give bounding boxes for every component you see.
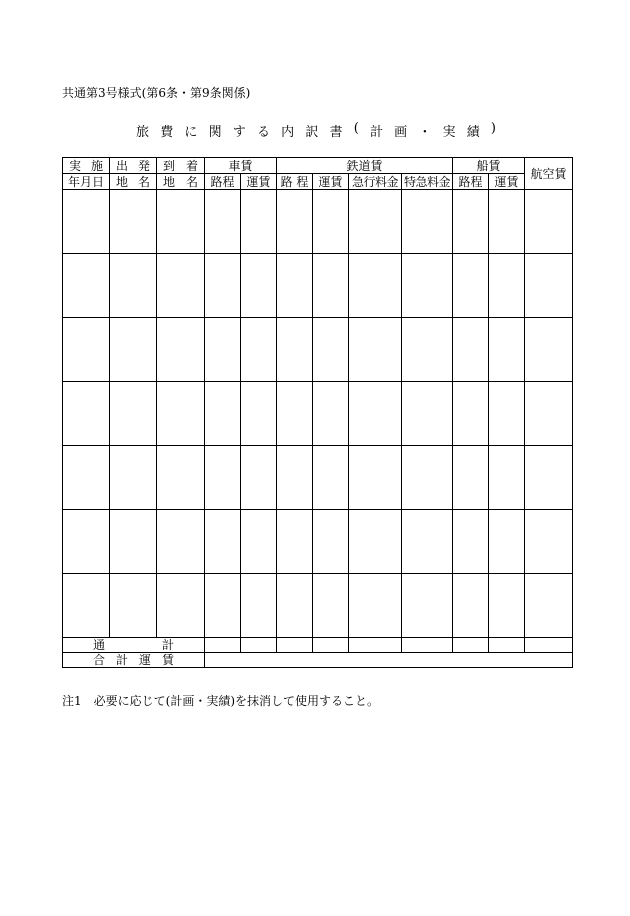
total-fare-label: 合 計 運 賃 <box>63 653 205 668</box>
title-char: ・ <box>418 125 432 140</box>
title-char: す <box>232 125 246 140</box>
title-char: 計 <box>369 125 383 140</box>
header-car-fare: 車賃 <box>205 158 277 174</box>
table-row <box>63 510 573 574</box>
header-row-2 <box>63 174 573 190</box>
table-row <box>63 382 573 446</box>
total-fare-value[interactable] <box>205 653 573 668</box>
table-row <box>63 574 573 638</box>
header-ship-fare: 船賃 <box>453 158 525 174</box>
header-air-fare: 航空賃 <box>525 158 573 190</box>
title-char: 績 <box>466 125 480 140</box>
table-row <box>63 446 573 510</box>
title-char: 関 <box>208 125 222 140</box>
title-char: 画 <box>394 125 408 140</box>
header-ship-fare-amount: 運賃 <box>489 174 525 190</box>
header-departure-line2: 地 名 <box>110 174 157 190</box>
title-char: 費 <box>160 125 174 140</box>
header-express-fee: 急行料金 <box>349 174 402 190</box>
header-arrival-line2: 地 名 <box>157 174 205 190</box>
header-row-1 <box>63 158 573 174</box>
total-fare-row <box>63 653 573 668</box>
title-char: ) <box>490 121 496 136</box>
header-departure: 出 発 <box>110 158 157 174</box>
header-car-fare-amount: 運賃 <box>241 174 277 190</box>
table-row <box>63 254 573 318</box>
title-char: 訳 <box>305 125 319 140</box>
document-title <box>136 121 496 140</box>
subtotal-row <box>63 638 573 653</box>
header-rail-fare: 鉄道賃 <box>277 158 453 174</box>
title-char: 書 <box>329 125 343 140</box>
title-char: に <box>184 125 198 140</box>
header-rail-fare-amount: 運賃 <box>313 174 349 190</box>
header-date: 実 施 <box>63 158 110 174</box>
travel-expense-table <box>62 157 573 668</box>
table-row <box>63 190 573 254</box>
header-arrival: 到 着 <box>157 158 205 174</box>
header-date-line2: 年月日 <box>63 174 110 190</box>
header-special-express-fee: 特急料金 <box>402 174 453 190</box>
table-row <box>63 318 573 382</box>
header-rail-distance: 路 程 <box>277 174 313 190</box>
header-ship-distance: 路程 <box>453 174 489 190</box>
title-char: ( <box>353 121 359 136</box>
subtotal-label: 通 計 <box>63 638 205 653</box>
header-car-distance: 路程 <box>205 174 241 190</box>
usage-note: 注1 必要に応じて(計画・実績)を抹消して使用すること。 <box>62 694 380 708</box>
title-char: 旅 <box>136 125 150 140</box>
title-char: 内 <box>281 125 295 140</box>
form-number-label: 共通第3号様式(第6条・第9条関係) <box>62 86 251 100</box>
title-char: る <box>256 125 270 140</box>
title-char: 実 <box>442 125 456 140</box>
